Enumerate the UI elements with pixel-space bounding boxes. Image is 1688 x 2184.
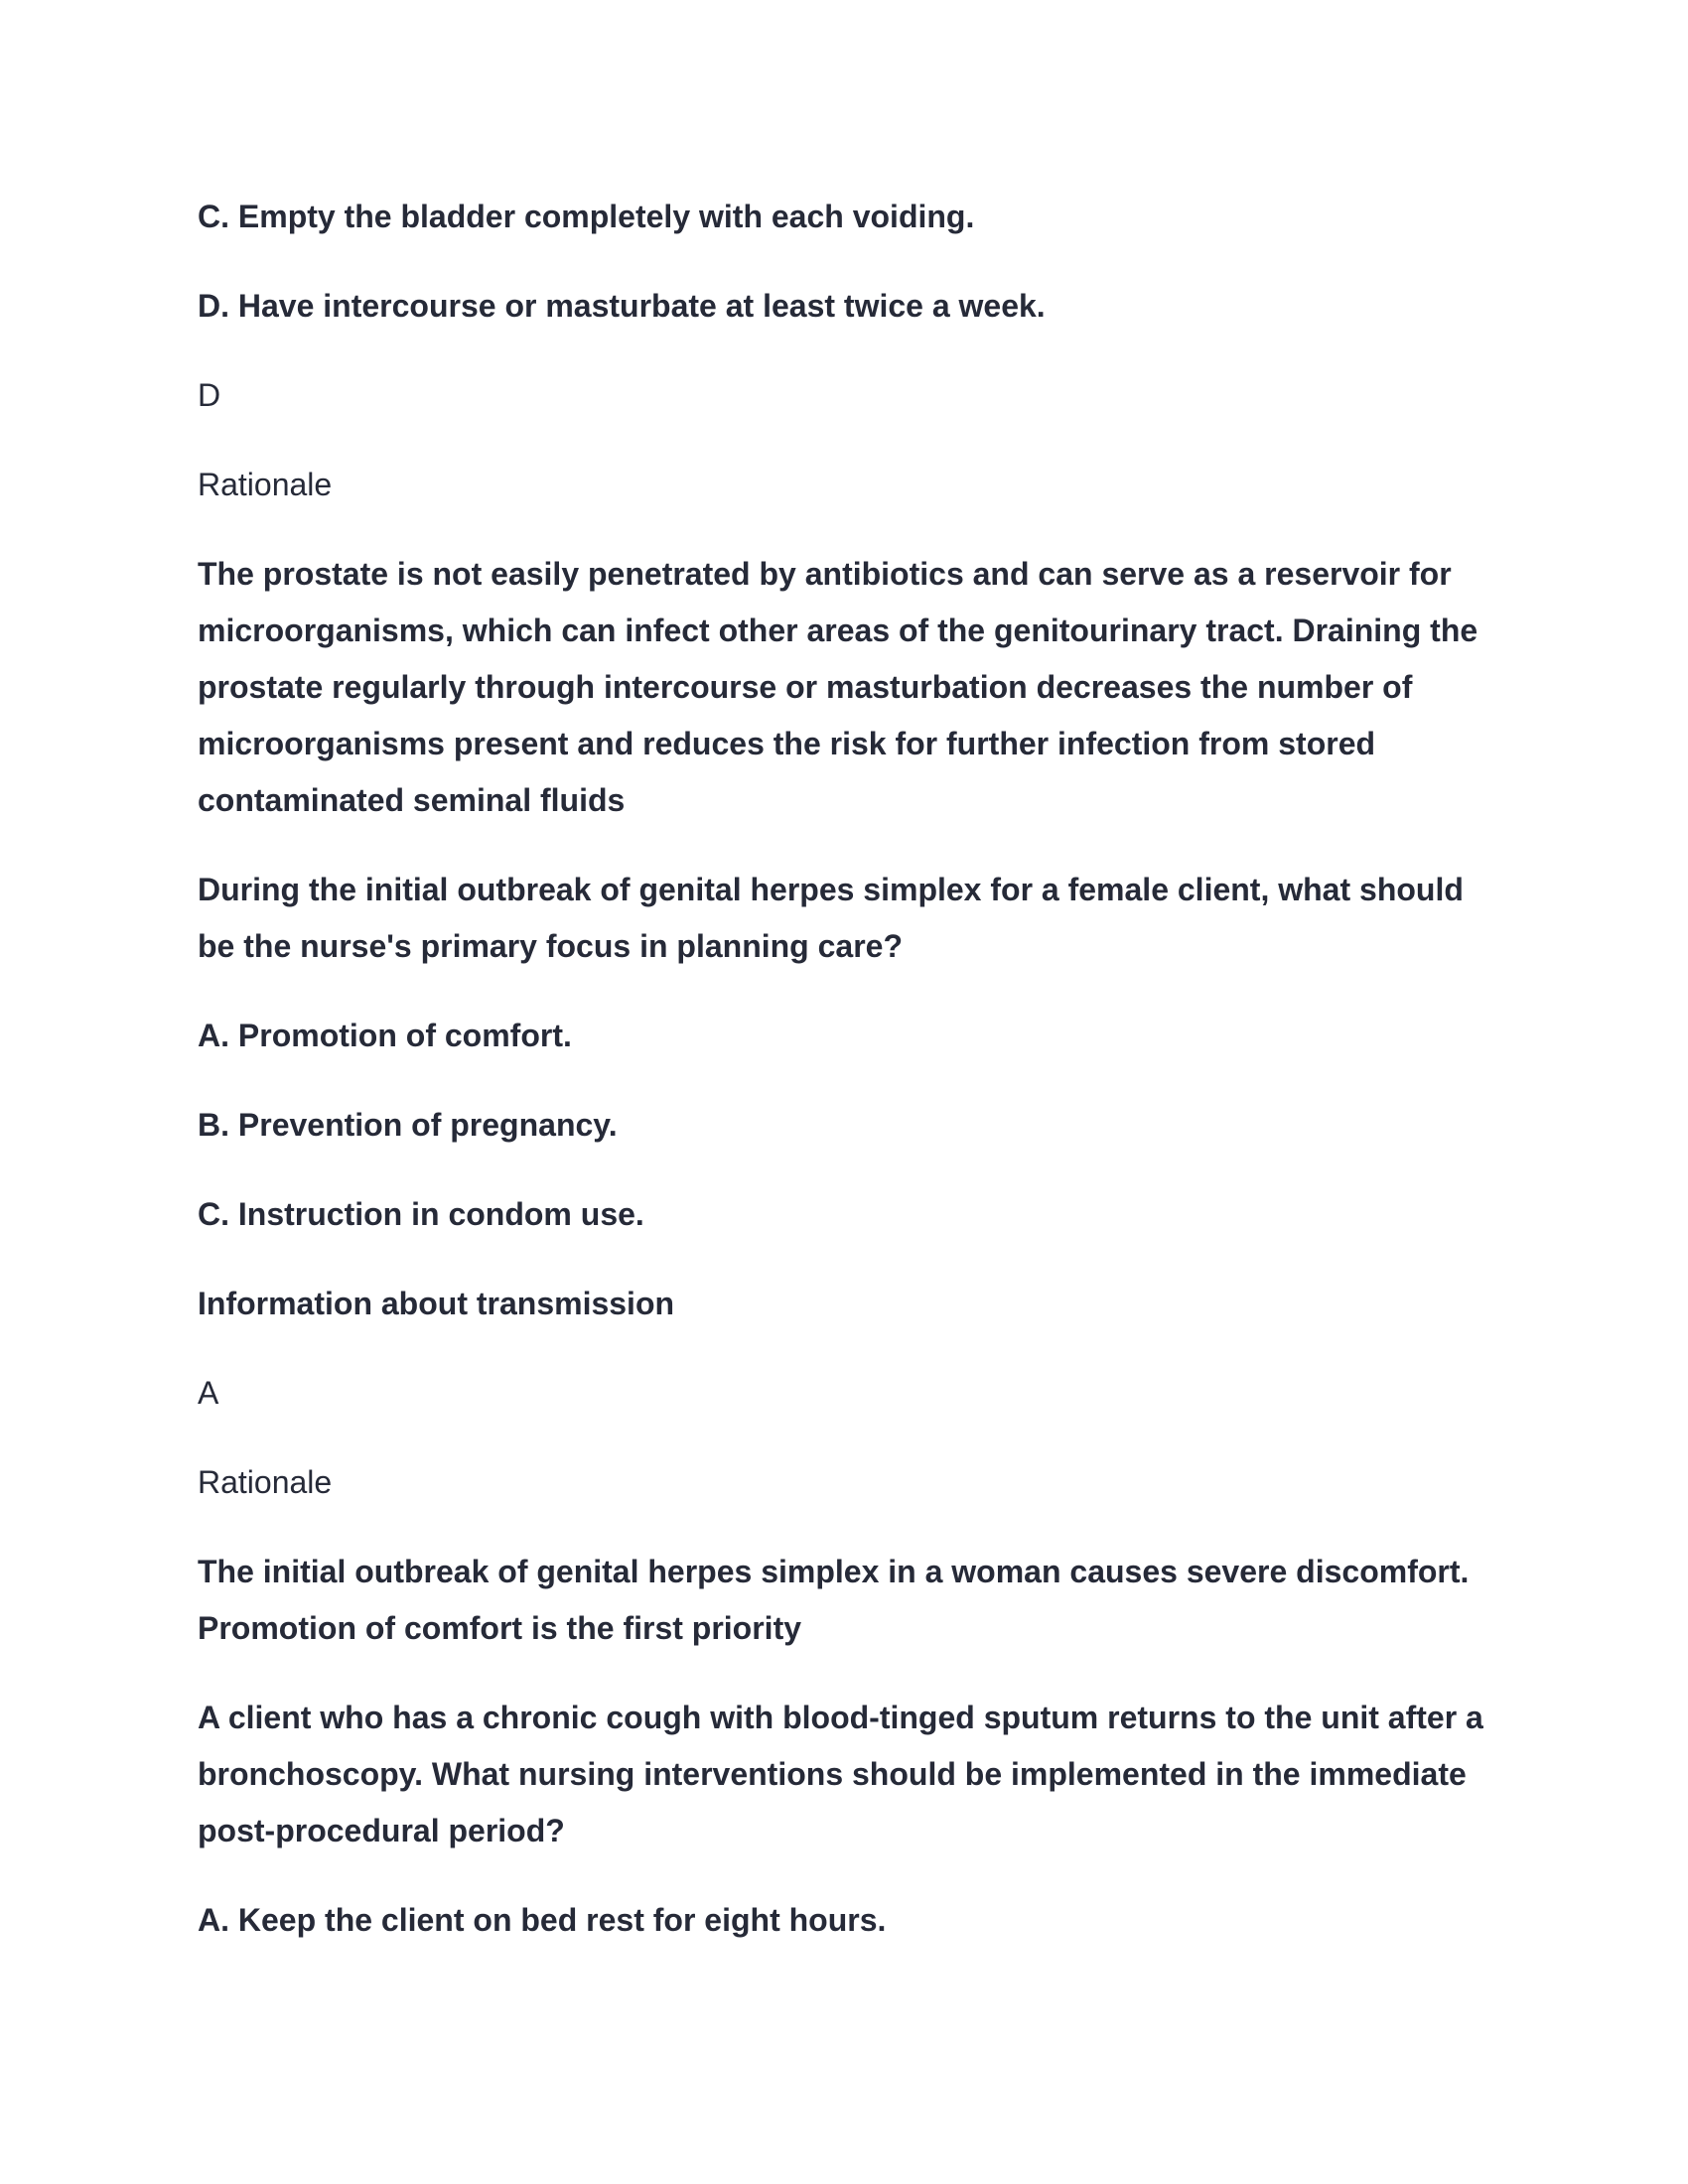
option-a-comfort: A. Promotion of comfort. bbox=[198, 1018, 572, 1053]
option-b-pregnancy: B. Prevention of pregnancy. bbox=[198, 1107, 618, 1143]
document-page bbox=[198, 189, 1488, 1981]
option-d-transmission: Information about transmission bbox=[198, 1286, 675, 1321]
question-3: A client who has a chronic cough with blood-tinged sputum returns to the unit after a bronchoscopy. What nursing interventions should be implemented in the immediate post-procedural period? bbox=[198, 1700, 1483, 1848]
rationale-text-1: The prostate is not easily penetrated by antibiotics and can serve as a reservoir for microorganisms, which can infect other areas of the genitourinary tract. Draining the prostate regularly through intercourse or masturbation decreases the number of microorganisms present and reduces the risk for further infection from stored contaminated seminal fluids bbox=[198, 556, 1478, 818]
option-a-bed-rest: A. Keep the client on bed rest for eight hours. bbox=[198, 1902, 887, 1938]
answer-2: A bbox=[198, 1375, 219, 1411]
option-d-intercourse: D. Have intercourse or masturbate at least twice a week. bbox=[198, 288, 1046, 324]
answer-1: D bbox=[198, 377, 221, 413]
rationale-text-2: The initial outbreak of genital herpes simplex in a woman causes severe discomfort. Promotion of comfort is the first priority bbox=[198, 1554, 1470, 1646]
option-c-empty-bladder: C. Empty the bladder completely with each voiding. bbox=[198, 199, 975, 234]
option-c-condom: C. Instruction in condom use. bbox=[198, 1196, 644, 1232]
rationale-label-1: Rationale bbox=[198, 467, 333, 502]
question-2: During the initial outbreak of genital herpes simplex for a female client, what should be the nurse's primary focus in planning care? bbox=[198, 872, 1464, 964]
rationale-label-2: Rationale bbox=[198, 1464, 333, 1500]
